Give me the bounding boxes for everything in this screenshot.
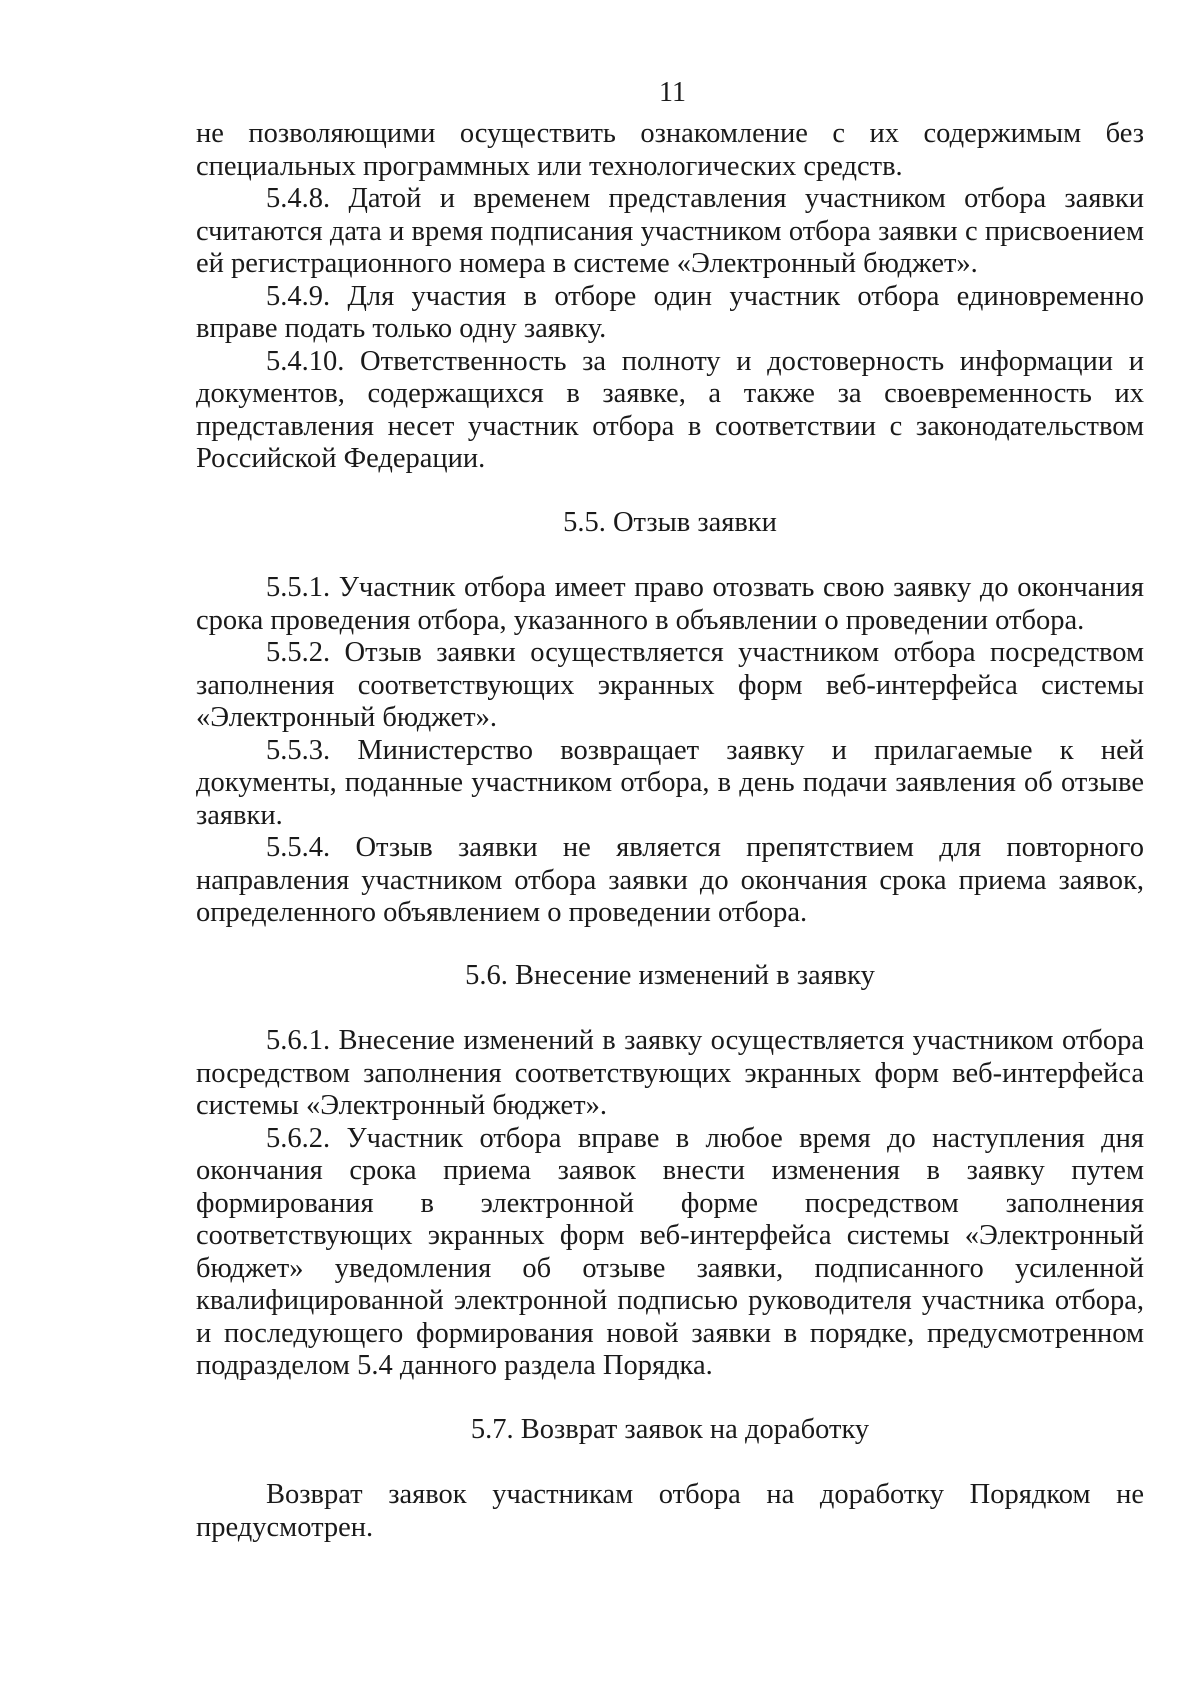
section-heading-5-5: 5.5. Отзыв заявки <box>563 506 777 538</box>
paragraph-5-4-10: 5.4.10. Ответственность за полноту и достоверность информации и документов, содержащихся в заявке, а также за своевременность их представления несет участник отбора в соответствии с законодательством Российской Федерации. <box>196 345 1144 474</box>
paragraph-5-5-3: 5.5.3. Министерство возвращает заявку и прилагаемые к ней документы, поданные участником отбора, в день подачи заявления об отзыве заявки. <box>196 734 1144 831</box>
paragraph-5-4-8: 5.4.8. Датой и временем представления участником отбора заявки считаются дата и время подписания участником отбора заявки с присвоением ей регистрационного номера в системе «Электронный бюджет». <box>196 183 1144 279</box>
paragraph-5-6-1: 5.6.1. Внесение изменений в заявку осуществляется участником отбора посредством заполнения соответствующих экранных форм веб-интерфейса системы «Электронный бюджет». <box>196 1025 1144 1121</box>
paragraph-5-4-9: 5.4.9. Для участия в отборе один участник отбора единовременно вправе подать только одну заявку. <box>196 280 1144 344</box>
document-body <box>196 118 1144 1544</box>
section-heading-5-6: 5.6. Внесение изменений в заявку <box>465 959 875 991</box>
paragraph-5-5-1: 5.5.1. Участник отбора имеет право отозвать свою заявку до окончания срока проведения отбора, указанного в объявлении о проведении отбора. <box>196 572 1144 636</box>
paragraph-continuation: не позволяющими осуществить ознакомление с их содержимым без специальных программных или технологических средств. <box>196 118 1144 182</box>
page-number: 11 <box>659 77 686 108</box>
paragraph-5-5-4: 5.5.4. Отзыв заявки не является препятствием для повторного направления участником отбора заявки до окончания срока приема заявок, определенного объявлением о проведении отбора. <box>196 832 1144 928</box>
paragraph-5-5-2: 5.5.2. Отзыв заявки осуществляется участником отбора посредством заполнения соответствующих экранных форм веб-интерфейса системы «Электронный бюджет». <box>196 637 1144 733</box>
paragraph-5-6-2: 5.6.2. Участник отбора вправе в любое время до наступления дня окончания срока приема заявок внести изменения в заявку путем формирования в электронной форме посредством заполнения соответствующих экранных форм веб-интерфейса системы «Электронный бюджет» уведомления об отзыве заявки, подписанного усиленной квалифицированной электронной подписью руководителя участника отбора, и последующего формирования новой заявки в порядке, предусмотренном подразделом 5.4 данного раздела Порядка. <box>196 1122 1144 1381</box>
paragraph-5-7-text: Возврат заявок участникам отбора на доработку Порядком не предусмотрен. <box>196 1479 1144 1543</box>
section-heading-5-7: 5.7. Возврат заявок на доработку <box>470 1413 870 1445</box>
